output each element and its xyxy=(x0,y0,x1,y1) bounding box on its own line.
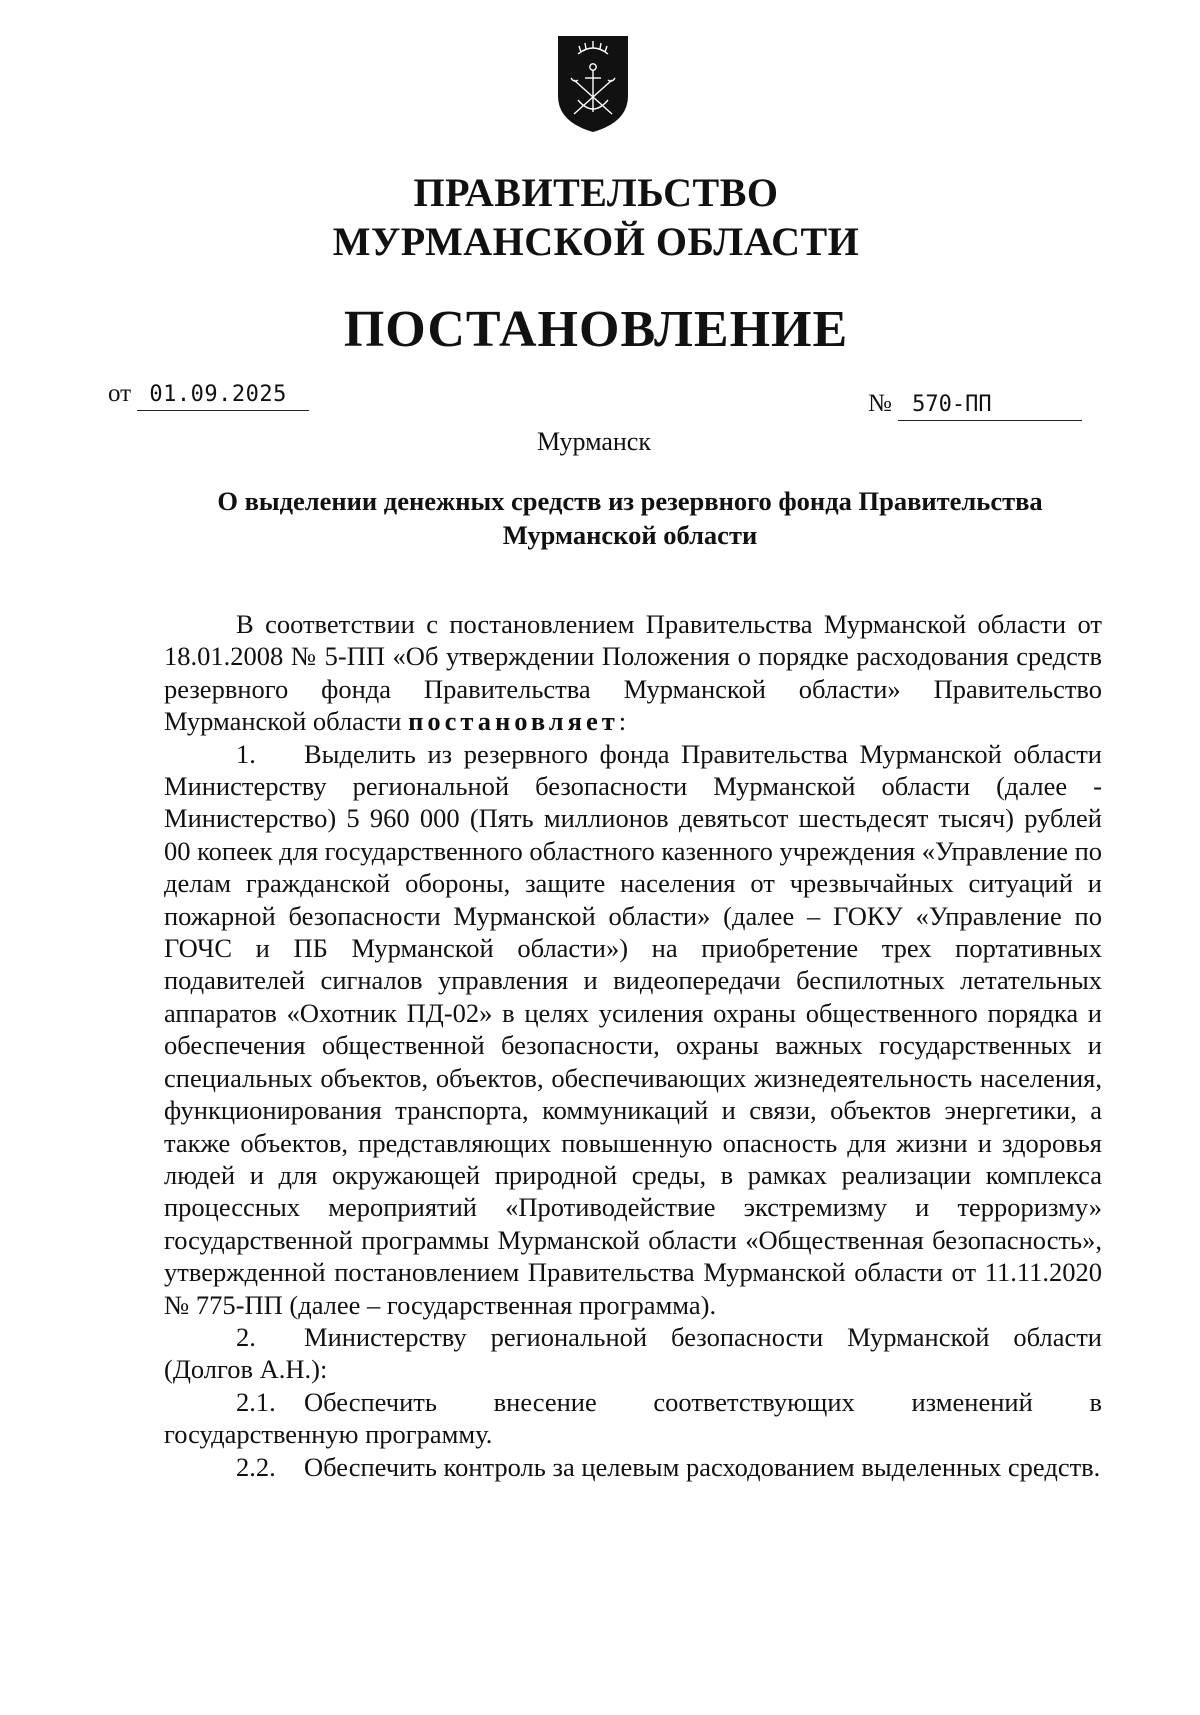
document-number xyxy=(868,390,1082,421)
subject-line1: О выделении денежных средств из резервного фонда Правительства xyxy=(217,486,1043,516)
number-prefix: № xyxy=(868,390,892,417)
item-2-2 xyxy=(164,1451,1102,1483)
number-value: 570-ПП xyxy=(898,390,1082,421)
city: Мурманск xyxy=(537,427,651,456)
government-title xyxy=(0,168,1192,266)
item-2-number: 2. xyxy=(236,1321,256,1352)
item-2-2-number: 2.2. xyxy=(236,1451,276,1482)
item-2-1-number: 2.1. xyxy=(236,1386,276,1417)
item-1-text: Выделить из резервного фонда Правительства Мурманской области Министерству региональной безопасности Мурманской области (далее - Министерство) 5 960 000 (Пять миллионов девятьсот шестьдесят тысяч) рублей 00 копеек для государственного областного казенного учреждения «Управление по делам гражданской обороны, защите населения от чрезвычайных ситуаций и пожарной безопасности Мурманской области» (далее – ГОКУ «Управление по ГОЧС и ПБ Мурманской области») на приобретение трех портативных подавителей сигналов управления и видеопередачи беспилотных летательных аппаратов «Охотник ПД-02» в целях усиления охраны общественного порядка и обеспечения общественной безопасности, охраны важных государственных и специальных объектов, объектов, обеспечивающих жизнедеятельность населения, функционирования транспорта, коммуникаций и связи, объектов энергетики, а также объектов, представляющих повышенную опасность для жизни и здоровья людей и для окружающей природной среды, в рамках реализации комплекса процессных мероприятий «Противодействие экстремизму и терроризму» государственной программы Мурманской области «Общественная безопасность», утвержденной постановлением Правительства Мурманской области от 11.11.2020 № 775-ПП (далее – государственная программа). xyxy=(164,738,1103,1320)
date-value: 01.09.2025 xyxy=(137,380,309,411)
date-prefix: от xyxy=(108,380,132,407)
document-type: ПОСТАНОВЛЕНИЕ xyxy=(343,301,849,358)
item-2-1 xyxy=(164,1386,1102,1451)
intro-text: В соответствии с постановлением Правительства Мурманской области от 18.01.2008 № 5-ПП «Об утверждении Положения о порядке расходования средств резервного фонда Правительства Мурманской области» Правительство Мурманской области xyxy=(164,609,1102,737)
item-2-text: Министерству региональной безопасности Мурманской области (Долгов А.Н.): xyxy=(164,1321,1102,1385)
document-date xyxy=(108,380,309,411)
item-1-number: 1. xyxy=(236,738,256,769)
item-2-1-text: Обеспечить внесение соответствующих изменений в государственную программу. xyxy=(164,1386,1102,1450)
government-title-line1: ПРАВИТЕЛЬСТВО xyxy=(413,170,779,215)
decree-colon: : xyxy=(618,706,627,737)
subject-line2: Мурманской области xyxy=(502,520,758,550)
intro-paragraph xyxy=(164,608,1102,738)
document-subject xyxy=(180,484,1080,552)
item-2-2-text: Обеспечить контроль за целевым расходованием выделенных средств. xyxy=(304,1451,1101,1482)
government-title-line2: МУРМАНСКОЙ ОБЛАСТИ xyxy=(332,219,860,264)
item-1 xyxy=(164,738,1102,1321)
murmansk-coat-of-arms-icon xyxy=(556,34,630,134)
decree-word: постановляет xyxy=(408,706,619,737)
document-body xyxy=(164,608,1102,1483)
item-2 xyxy=(164,1321,1102,1386)
